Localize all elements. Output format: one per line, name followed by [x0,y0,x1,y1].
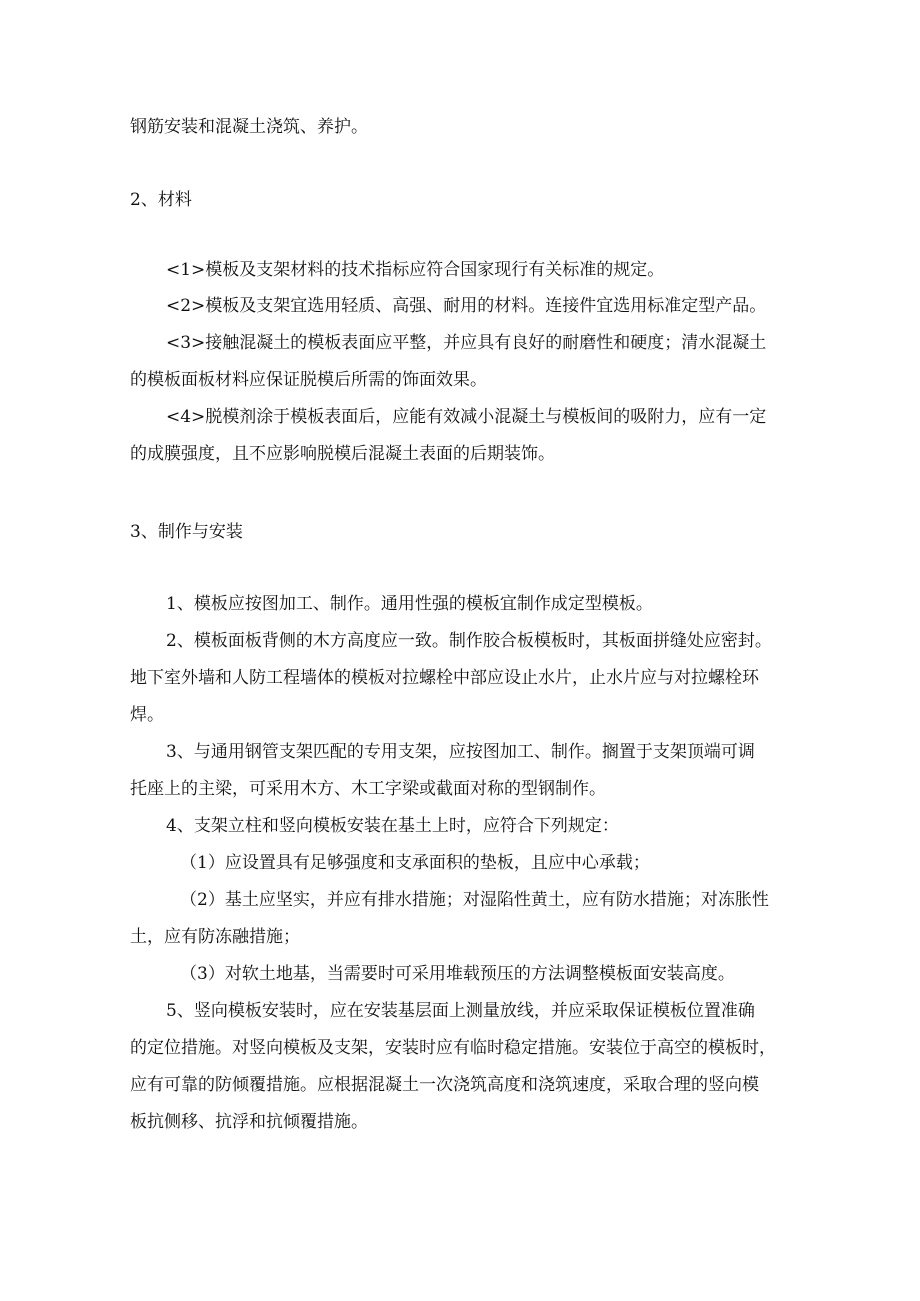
text-line: （2）基土应坚实，并应有排水措施；对湿陷性黄土，应有防水措施；对冻胀性 [180,890,769,910]
text-line: （3）对软土地基，当需要时可采用堆载预压的方法调整模板面安装高度。 [180,964,735,984]
text-line: 1、模板应按图加工、制作。通用性强的模板宜制作成定型模板。 [166,594,653,614]
text-line-continuation: 钢筋安装和混凝土浇筑、养护。 [130,117,368,137]
text-line: 3、与通用钢管支架匹配的专用支架，应按图加工、制作。搁置于支架顶端可调 [166,742,755,762]
text-line: 4、支架立柱和竖向模板安装在基土上时，应符合下列规定： [166,816,619,836]
text-line: 土，应有防冻融措施； [130,927,300,947]
text-line: 的定位措施。对竖向模板及支架，安装时应有临时稳定措施。安装位于高空的模板时， [130,1038,776,1058]
section-heading-materials: 2、材料 [130,190,192,210]
text-line: 托座上的主梁，可采用木方、木工字梁或截面对称的型钢制作。 [130,779,606,799]
text-line: <1>模板及支架材料的技术指标应符合国家现行有关标准的规定。 [166,260,665,280]
text-line: 的模板面板材料应保证脱模后所需的饰面效果。 [130,370,487,390]
text-line: 2、模板面板背侧的木方高度应一致。制作胶合板模板时，其板面拼缝处应密封。 [166,631,772,651]
text-line: （1）应设置具有足够强度和支承面积的垫板，且应中心承载； [180,853,650,873]
text-line: 板抗侧移、抗浮和抗倾覆措施。 [130,1112,368,1132]
text-line: <4>脱模剂涂于模板表面后，应能有效减小混凝土与模板间的吸附力，应有一定 [166,407,767,427]
section-heading-fabrication: 3、制作与安装 [130,522,243,542]
text-line: 的成膜强度，且不应影响脱模后混凝土表面的后期装饰。 [130,444,555,464]
text-line: 焊。 [130,705,164,725]
text-line: <3>接触混凝土的模板表面应平整，并应具有良好的耐磨性和硬度；清水混凝土 [166,333,767,353]
text-line: 地下室外墙和人防工程墙体的模板对拉螺栓中部应设止水片，止水片应与对拉螺栓环 [130,668,759,688]
text-line: 应有可靠的防倾覆措施。应根据混凝土一次浇筑高度和浇筑速度，采取合理的竖向模 [130,1075,759,1095]
text-line: <2>模板及支架宜选用轻质、高强、耐用的材料。连接件宜选用标准定型产品。 [166,296,767,316]
text-line: 5、竖向模板安装时，应在安装基层面上测量放线，并应采取保证模板位置准确 [166,1001,755,1021]
